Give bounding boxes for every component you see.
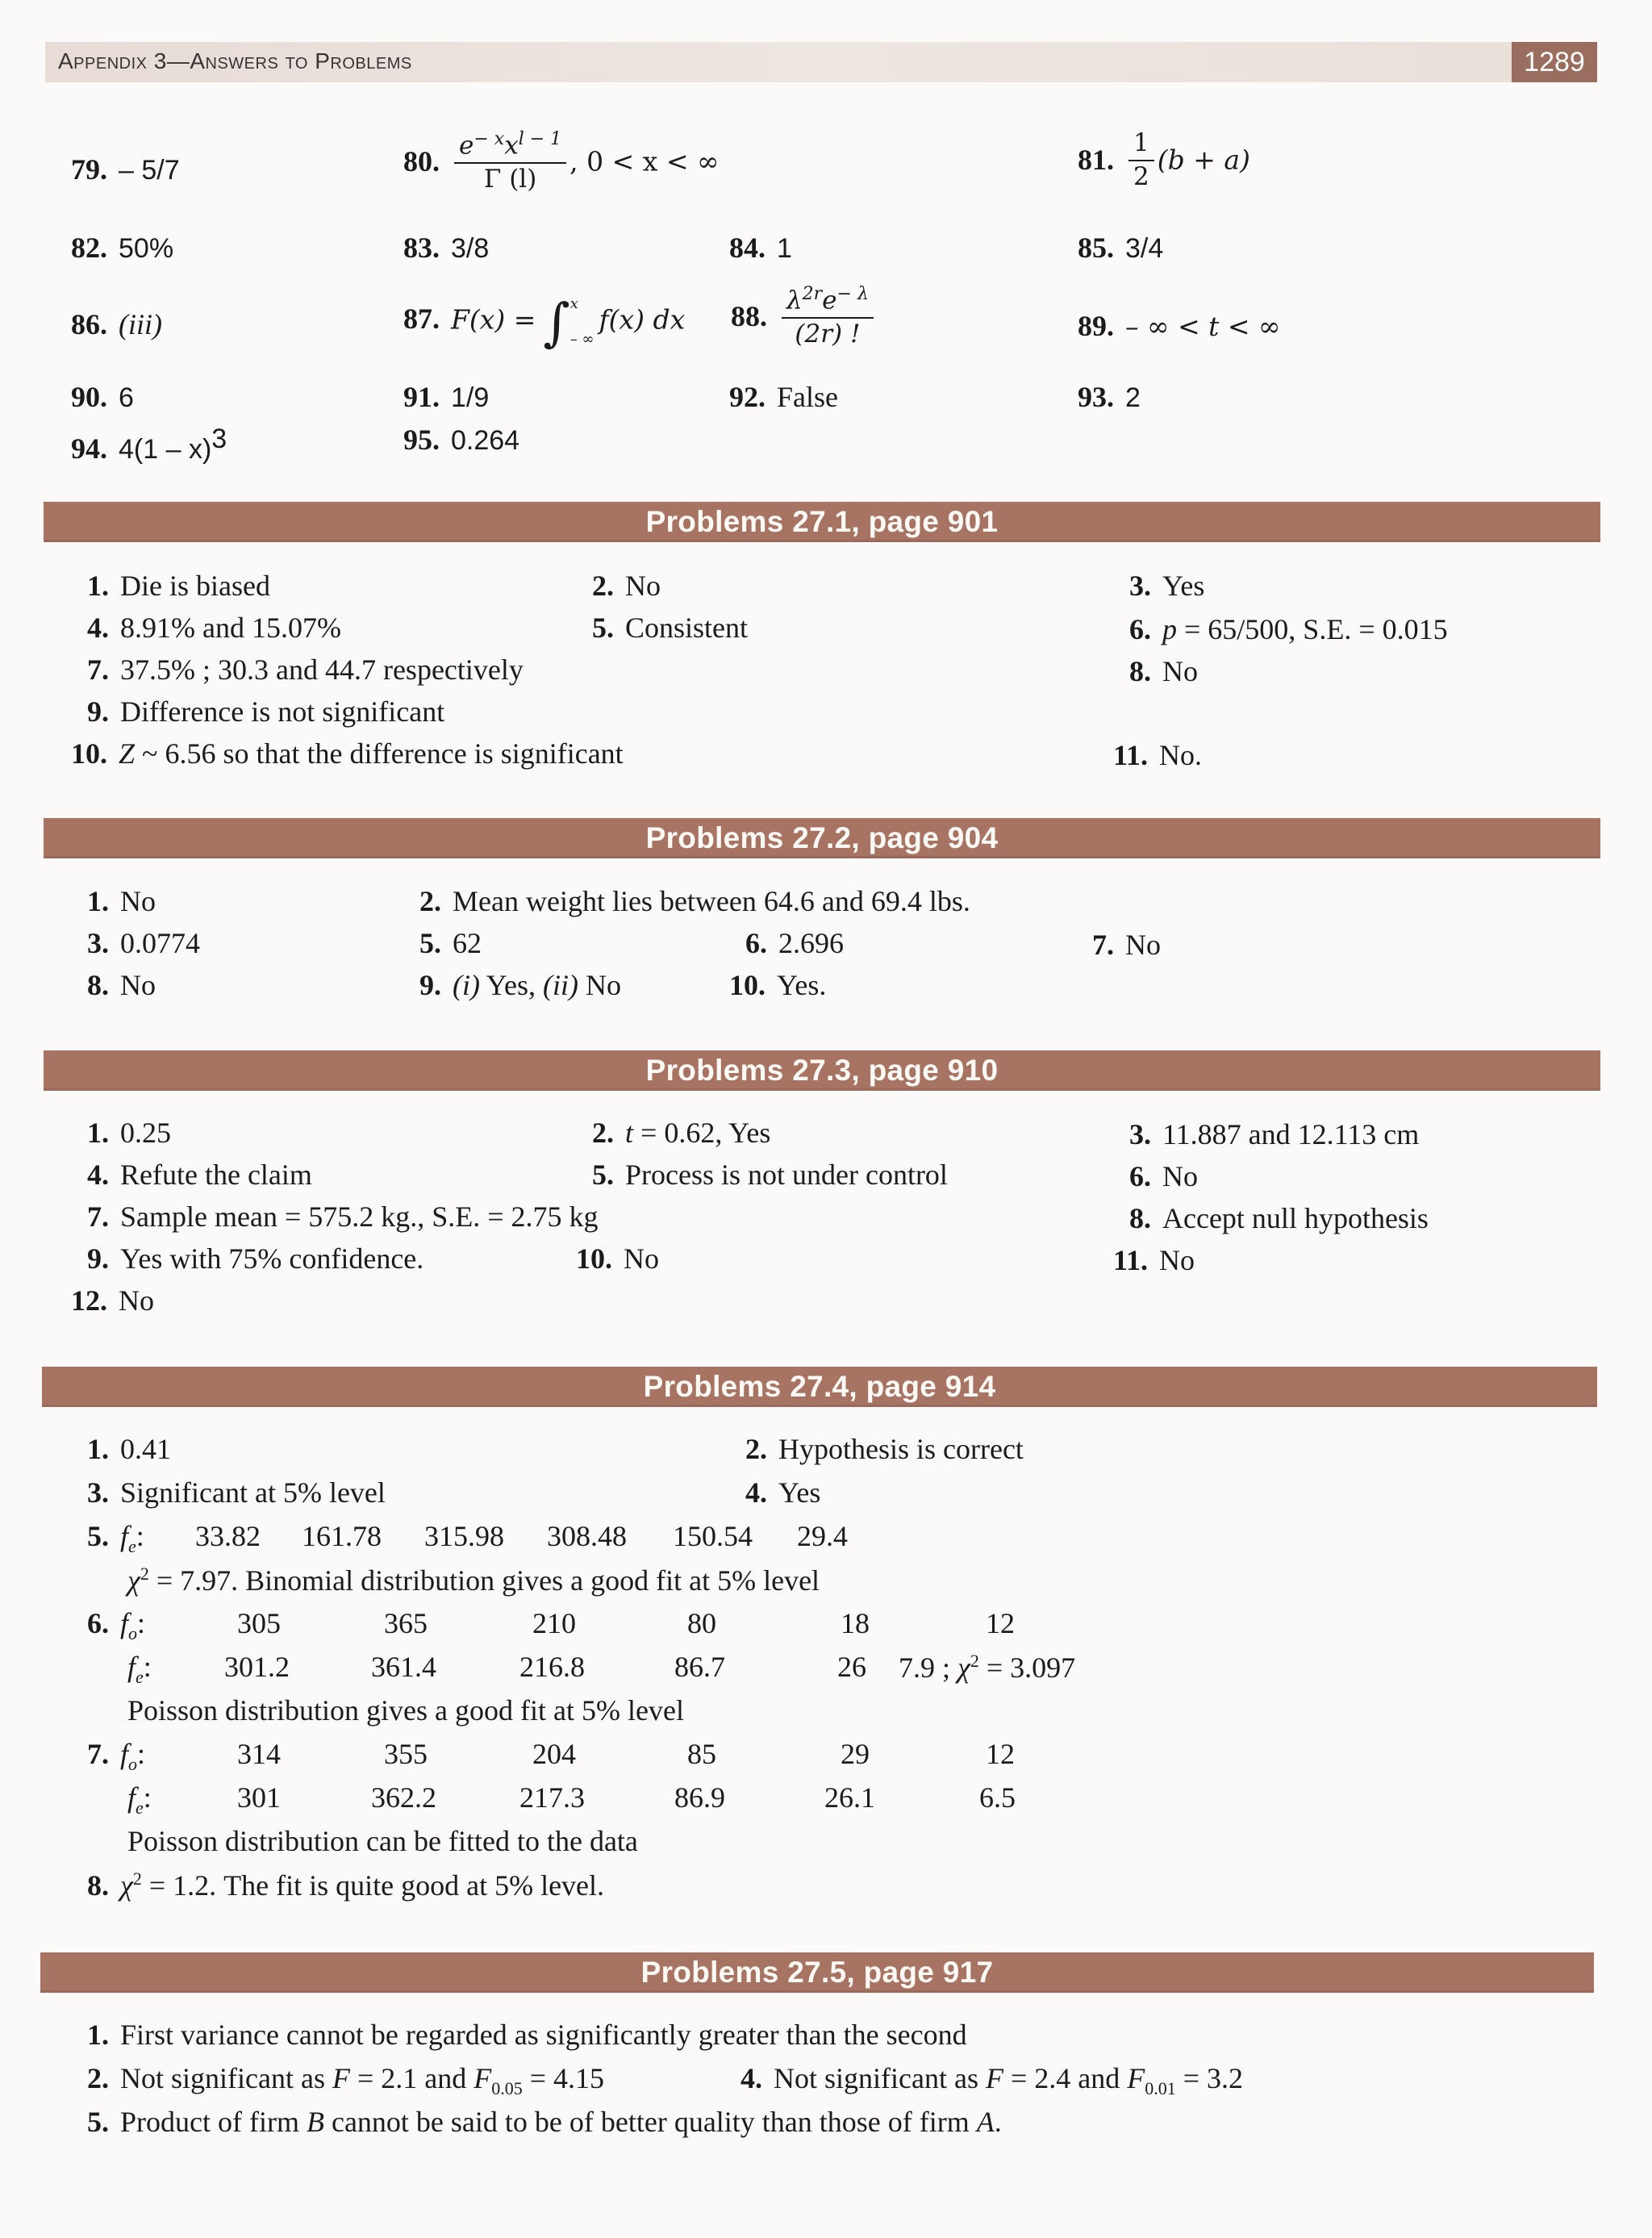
s4-6-fo-3: 80 bbox=[687, 1607, 716, 1639]
answer-text: 2 bbox=[1125, 382, 1141, 413]
s5-answer-4: 4. Not significant as F = 2.4 and $F_{0.01} = 3.2$ bbox=[740, 2062, 1244, 2099]
answer-text: 0.264 bbox=[451, 425, 520, 456]
running-head bbox=[45, 42, 1597, 82]
answer-text: – 5/7 bbox=[119, 155, 180, 186]
answer-number: 86. bbox=[71, 308, 107, 340]
s3-answer-2: 2. t = 0.62, Yes bbox=[592, 1117, 771, 1149]
s2-answer-9: 9. (i) Yes, (ii) No bbox=[419, 969, 622, 1001]
answer-number: 94. bbox=[71, 432, 107, 465]
answer-number: 79. bbox=[71, 153, 107, 186]
answer-text: 1/9 bbox=[451, 382, 490, 413]
answer-text: (iii) bbox=[119, 308, 162, 340]
s4-5-fe-2: 315.98 bbox=[424, 1520, 504, 1552]
s1-answer-8: 8. No bbox=[1129, 655, 1198, 687]
answer-86 bbox=[71, 308, 162, 341]
answer-exponent: 3 bbox=[211, 424, 227, 454]
s4-6-fe-5: 7.9 ; $\chi^2 = 3.097$ bbox=[899, 1651, 1076, 1684]
s5-answer-1: 1. First variance cannot be regarded as significantly greater than the second bbox=[87, 2019, 967, 2051]
answer-82 bbox=[71, 232, 173, 265]
answer-number: 82. bbox=[71, 232, 107, 264]
s4-answer-5: 5. $f_e$: bbox=[87, 1520, 144, 1557]
s3-answer-3: 3. 11.887 and 12.113 cm bbox=[1129, 1118, 1420, 1150]
answer-number: 83. bbox=[403, 232, 440, 264]
s4-6-note: Poisson distribution gives a good fit at 5% level bbox=[127, 1694, 684, 1727]
s4-answer-4: 4. Yes bbox=[745, 1476, 821, 1509]
section-title: Problems 27.4, page 914 bbox=[643, 1370, 996, 1403]
answer-95 bbox=[403, 424, 519, 457]
s4-7-fe-label: $f_e$: bbox=[127, 1781, 152, 1818]
section-bar-27-2 bbox=[44, 818, 1600, 858]
running-head-title: Appendix 3—Answers to Problems bbox=[58, 48, 412, 73]
s4-7-fe-0: 301 bbox=[237, 1781, 281, 1814]
s4-6-fo-1: 365 bbox=[384, 1607, 428, 1639]
s2-answer-2: 2. Mean weight lies between 64.6 and 69.4 lbs. bbox=[419, 885, 970, 917]
answer-number: 92. bbox=[729, 381, 766, 413]
s4-7-fe-1: 362.2 bbox=[371, 1781, 436, 1814]
answer-number: 87. bbox=[403, 303, 440, 336]
integral-sign: ∫ bbox=[543, 293, 570, 353]
s4-6-fe-1: 361.4 bbox=[371, 1651, 436, 1683]
s4-7-fe-4: 26.1 bbox=[824, 1781, 875, 1814]
s4-6-fe-label: $f_e$: bbox=[127, 1651, 152, 1688]
s2-answer-1: 1. No bbox=[87, 885, 156, 917]
s3-answer-7: 7. Sample mean = 575.2 kg., S.E. = 2.75 kg bbox=[87, 1200, 599, 1233]
answer-text: 3/4 bbox=[1125, 233, 1164, 264]
s4-6-fo-2: 210 bbox=[532, 1607, 576, 1639]
answer-text: 1 bbox=[777, 233, 792, 264]
s4-answer-3: 3. Significant at 5% level bbox=[87, 1476, 386, 1509]
s4-6-fo-5: 12 bbox=[986, 1607, 1015, 1639]
s4-6-fe-4: 26 bbox=[837, 1651, 866, 1683]
answer-text: 4(1 – x) bbox=[119, 434, 212, 465]
answer-80 bbox=[403, 129, 719, 194]
answer-94 bbox=[71, 424, 227, 466]
answer-92 bbox=[729, 381, 838, 414]
answer-number: 89. bbox=[1078, 310, 1114, 342]
s1-answer-5: 5. Consistent bbox=[592, 612, 749, 644]
s4-answer-7: 7. $f_o$: bbox=[87, 1738, 146, 1775]
answer-number: 90. bbox=[71, 381, 107, 413]
answer-text: – ∞ < t < ∞ bbox=[1125, 311, 1281, 342]
s4-7-fo-3: 85 bbox=[687, 1738, 716, 1770]
answer-85 bbox=[1078, 232, 1163, 265]
s4-5-fe-0: 33.82 bbox=[195, 1520, 261, 1552]
answer-93 bbox=[1078, 381, 1141, 414]
s1-answer-4: 4. 8.91% and 15.07% bbox=[87, 612, 341, 644]
s1-answer-3: 3. Yes bbox=[1129, 570, 1205, 602]
answer-84 bbox=[729, 232, 792, 265]
s1-answer-2: 2. No bbox=[592, 570, 661, 602]
answer-number: 85. bbox=[1078, 232, 1114, 264]
s4-6-fe-3: 86.7 bbox=[674, 1651, 725, 1683]
s4-6-fe-2: 216.8 bbox=[519, 1651, 585, 1683]
s2-answer-5: 5. 62 bbox=[419, 927, 482, 959]
s2-answer-10: 10. Yes. bbox=[729, 969, 827, 1001]
answer-number: 88. bbox=[731, 299, 767, 332]
answer-81 bbox=[1078, 129, 1250, 191]
s4-7-fe-2: 217.3 bbox=[519, 1781, 585, 1814]
answer-83 bbox=[403, 232, 489, 265]
s4-5-chi: $\chi^2 = 7.97$. Binomial distribution gives a good fit at 5% level bbox=[127, 1564, 820, 1597]
s1-answer-1: 1. Die is biased bbox=[87, 570, 270, 602]
answer-lhs: F(x) = bbox=[451, 303, 536, 336]
s3-answer-4: 4. Refute the claim bbox=[87, 1159, 312, 1191]
answer-89 bbox=[1078, 310, 1281, 343]
answer-number: 81. bbox=[1078, 143, 1114, 176]
s4-7-fo-0: 314 bbox=[237, 1738, 281, 1770]
section-title: Problems 27.3, page 910 bbox=[645, 1054, 999, 1087]
s2-answer-7: 7. No bbox=[1092, 929, 1161, 961]
answer-fraction: $\frac{\lambda^{2r}e^{- \lambda}}{(2r) !}$ bbox=[782, 284, 874, 349]
answer-87 bbox=[403, 293, 686, 353]
answer-text: (b + a) bbox=[1157, 144, 1250, 176]
s4-7-fo-5: 12 bbox=[986, 1738, 1015, 1770]
s3-answer-12: 12. No bbox=[71, 1284, 154, 1317]
s3-answer-9: 9. Yes with 75% confidence. bbox=[87, 1242, 424, 1275]
answer-text: 3/8 bbox=[451, 233, 490, 264]
s4-7-fe-3: 86.9 bbox=[674, 1781, 725, 1814]
s3-answer-6: 6. No bbox=[1129, 1160, 1198, 1192]
answer-fraction: $\frac{1}{2}$ bbox=[1128, 129, 1154, 191]
page-number: 1289 bbox=[1512, 42, 1597, 82]
s1-answer-7: 7. 37.5% ; 30.3 and 44.7 respectively bbox=[87, 653, 524, 686]
s1-answer-10: 10. Z ~ 6.56 so that the difference is significant bbox=[71, 737, 624, 770]
s5-answer-5: 5. Product of firm B cannot be said to be of better quality than those of firm A. bbox=[87, 2106, 1002, 2138]
s4-answer-2: 2. Hypothesis is correct bbox=[745, 1433, 1024, 1465]
s3-answer-5: 5. Process is not under control bbox=[592, 1159, 948, 1191]
s4-answer-8: 8. $\chi^2 = 1.2$. The fit is quite good at 5% level. bbox=[87, 1868, 605, 1902]
answer-range: , 0 < x < ∞ bbox=[569, 145, 720, 177]
s4-answer-6: 6. $f_o$: bbox=[87, 1607, 146, 1644]
s4-7-fo-4: 29 bbox=[841, 1738, 870, 1770]
section-title: Problems 27.1, page 901 bbox=[645, 505, 999, 538]
s4-7-fo-1: 355 bbox=[384, 1738, 428, 1770]
answer-90 bbox=[71, 381, 134, 414]
s4-7-note: Poisson distribution can be fitted to the data bbox=[127, 1825, 638, 1857]
s1-answer-11: 11. No. bbox=[1113, 739, 1203, 771]
s1-answer-9: 9. Difference is not significant bbox=[87, 695, 445, 728]
s3-answer-8: 8. Accept null hypothesis bbox=[1129, 1202, 1429, 1234]
answer-number: 95. bbox=[403, 424, 440, 456]
answer-number: 80. bbox=[403, 144, 440, 177]
answer-text: False bbox=[777, 381, 838, 413]
answer-integrand: f(x) dx bbox=[599, 303, 686, 336]
s2-answer-3: 3. 0.0774 bbox=[87, 927, 200, 959]
s4-5-fe-4: 150.54 bbox=[673, 1520, 753, 1552]
section-title: Problems 27.5, page 917 bbox=[640, 1956, 994, 1989]
section-bar-27-5 bbox=[40, 1952, 1594, 1993]
s1-answer-6: 6. p = 65/500, S.E. = 0.015 bbox=[1129, 613, 1448, 645]
s4-5-fe-3: 308.48 bbox=[547, 1520, 627, 1552]
section-bar-27-3 bbox=[44, 1050, 1600, 1091]
s4-6-fo-0: 305 bbox=[237, 1607, 281, 1639]
s4-7-fo-2: 204 bbox=[532, 1738, 576, 1770]
s4-6-fe-0: 301.2 bbox=[224, 1651, 290, 1683]
s5-answer-2: 2. Not significant as F = 2.1 and $F_{0.05} = 4.15$ bbox=[87, 2062, 605, 2099]
section-bar-27-1 bbox=[44, 502, 1600, 542]
s4-answer-1: 1. 0.41 bbox=[87, 1433, 171, 1465]
section-bar-27-4 bbox=[42, 1367, 1597, 1407]
answer-88 bbox=[731, 284, 877, 349]
section-title: Problems 27.2, page 904 bbox=[645, 821, 999, 854]
answer-number: 93. bbox=[1078, 381, 1114, 413]
answer-number: 91. bbox=[403, 381, 440, 413]
s3-answer-11: 11. No bbox=[1113, 1244, 1195, 1276]
s4-5-fe-5: 29.4 bbox=[797, 1520, 848, 1552]
answer-text: 6 bbox=[119, 382, 134, 413]
s4-5-fe-1: 161.78 bbox=[302, 1520, 382, 1552]
answer-text: 50% bbox=[119, 233, 174, 264]
answer-number: 84. bbox=[729, 232, 766, 264]
s3-answer-1: 1. 0.25 bbox=[87, 1117, 171, 1149]
s4-6-fo-4: 18 bbox=[841, 1607, 870, 1639]
integral-limits: x – ∞ bbox=[569, 295, 594, 348]
answer-fraction: $\frac{e^{- x}x^{l - 1}}{\Gamma (l)}$ bbox=[454, 129, 566, 194]
answer-91 bbox=[403, 381, 489, 414]
s2-answer-8: 8. No bbox=[87, 969, 156, 1001]
answer-79 bbox=[71, 153, 180, 186]
s3-answer-10: 10. No bbox=[576, 1242, 659, 1275]
s4-7-fe-5: 6.5 bbox=[979, 1781, 1016, 1814]
s2-answer-6: 6. 2.696 bbox=[745, 927, 844, 959]
